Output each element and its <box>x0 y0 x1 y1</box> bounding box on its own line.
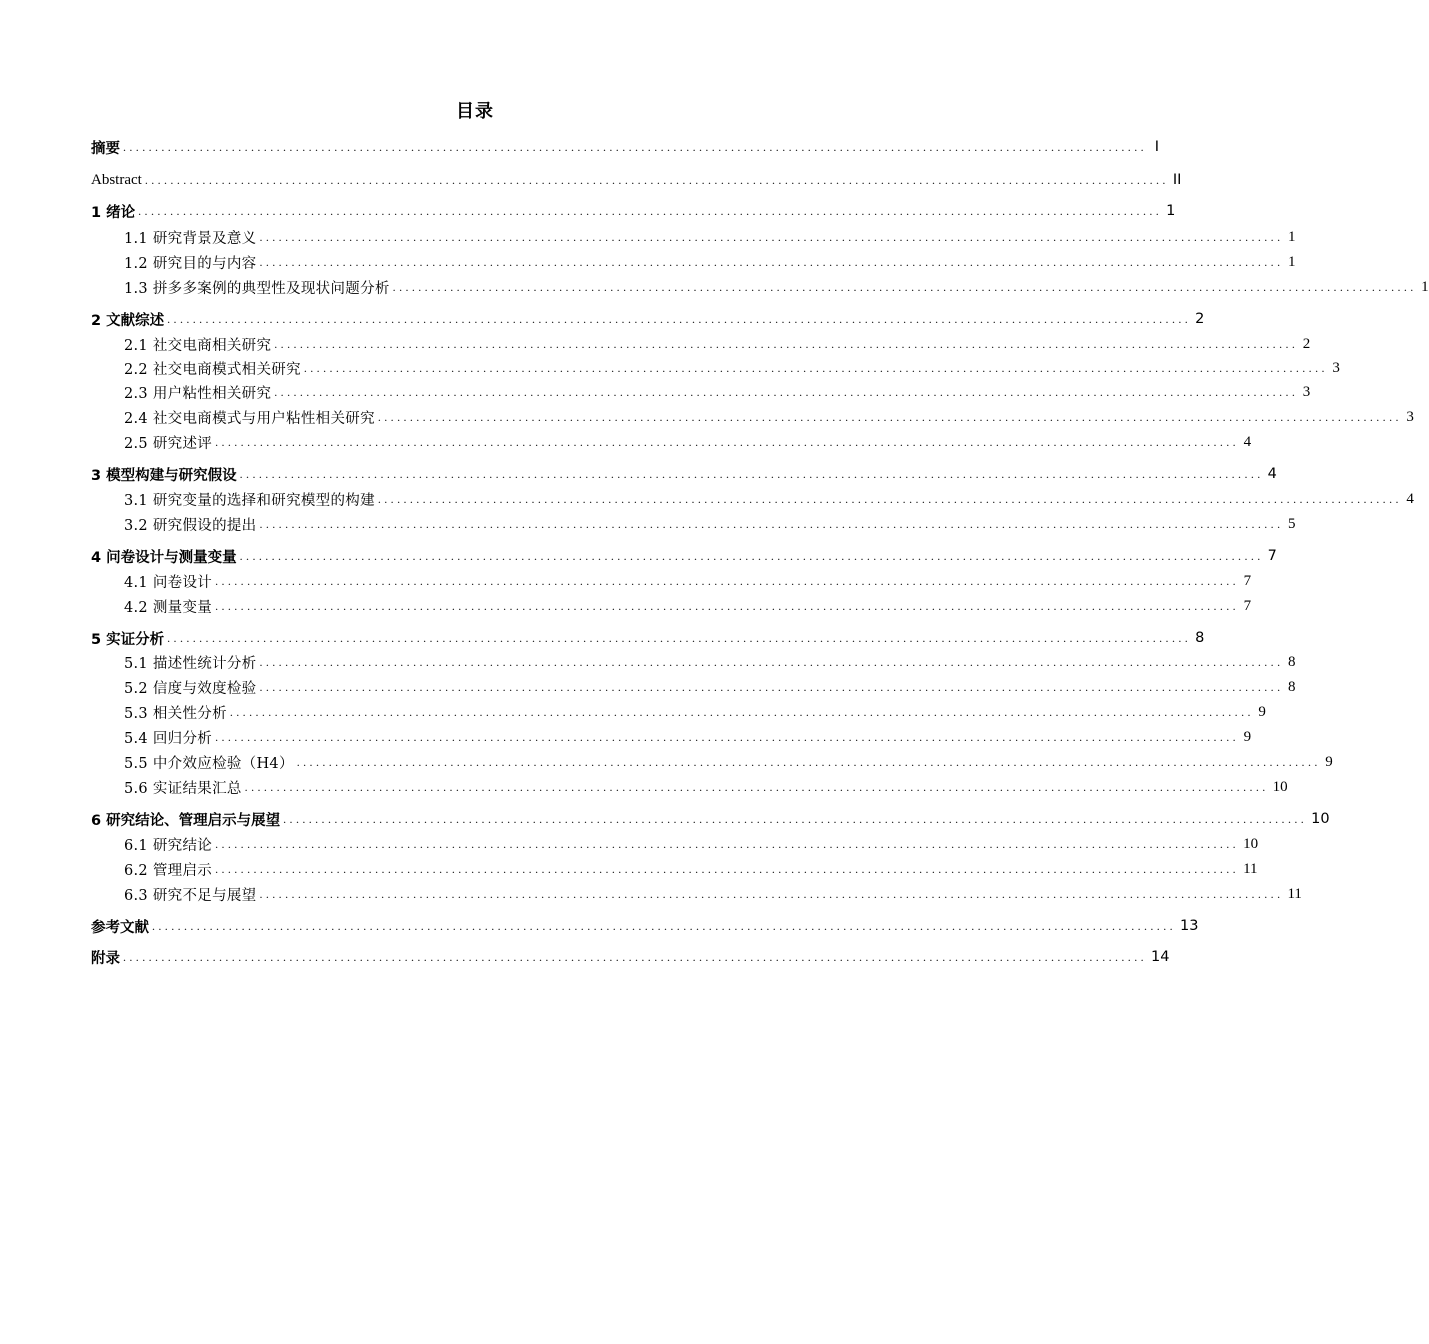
toc-entry-page: 4 <box>1243 433 1252 450</box>
toc-entry-label: 3.2 研究假设的提出 <box>124 517 257 534</box>
toc-entry-chapter-3[interactable] <box>91 463 1277 485</box>
toc-entry-page: 10 <box>1243 835 1259 852</box>
toc-entry-label: 6 研究结论、管理启示与展望 <box>91 812 281 829</box>
toc-entry-section-2-1[interactable] <box>124 333 1311 355</box>
toc-entry-page: 3 <box>1302 383 1311 400</box>
toc-entry-label: 5.2 信度与效度检验 <box>124 680 257 697</box>
toc-entry-page: 10 <box>1272 778 1288 795</box>
toc-entry-section-1-1[interactable] <box>124 226 1296 248</box>
dot-leader: ................................................................................................................................................................ <box>123 140 1147 154</box>
dot-leader: ................................................................................................................................................................ <box>377 492 1402 506</box>
toc-entry-section-3-1[interactable] <box>124 488 1414 510</box>
toc-entry-label: 1.3 拼多多案例的典型性及现状问题分析 <box>124 280 390 297</box>
dot-leader: ................................................................................................................................................................ <box>259 255 1284 269</box>
toc-entry-section-5-1[interactable] <box>124 651 1296 673</box>
toc-entry-label: 2.4 社交电商模式与用户粘性相关研究 <box>124 410 375 427</box>
dot-leader: ................................................................................................................................................................ <box>259 680 1284 694</box>
toc-entry-chapter-2[interactable] <box>91 308 1205 330</box>
toc-entry-section-3-2[interactable] <box>124 513 1296 535</box>
toc-entry-section-5-6[interactable] <box>124 776 1288 798</box>
dot-leader: ................................................................................................................................................................ <box>215 435 1240 449</box>
toc-entry-label: 5 实证分析 <box>91 631 165 648</box>
toc-entry-page: 8 <box>1287 678 1296 695</box>
toc-entry-label: 4.1 问卷设计 <box>124 574 213 591</box>
toc-entry-page: I <box>1154 139 1159 155</box>
toc-entry-label: 2.1 社交电商相关研究 <box>124 337 272 354</box>
dot-leader: ................................................................................................................................................................ <box>138 204 1163 218</box>
dot-leader: ................................................................................................................................................................ <box>152 919 1176 933</box>
toc-entry-label: 5.4 回归分析 <box>124 730 213 747</box>
toc-entry-chapter-6[interactable] <box>91 808 1330 830</box>
dot-leader: ................................................................................................................................................................ <box>377 410 1402 424</box>
toc-entry-label: 1.1 研究背景及意义 <box>124 230 257 247</box>
toc-entry-appendix[interactable] <box>91 946 1170 968</box>
dot-leader: ................................................................................................................................................................ <box>244 780 1269 794</box>
toc-entry-chapter-4[interactable] <box>91 545 1277 567</box>
toc-entry-page: 5 <box>1287 515 1296 532</box>
dot-leader: ................................................................................................................................................................ <box>259 230 1284 244</box>
toc-entry-label: 6.1 研究结论 <box>124 837 213 854</box>
toc-entry-page: 3 <box>1406 408 1414 425</box>
toc-entry-section-6-2[interactable] <box>124 858 1258 880</box>
toc-entry-page: 9 <box>1243 728 1252 745</box>
toc-entry-page: 14 <box>1151 949 1170 965</box>
toc-entry-section-5-5[interactable] <box>124 751 1333 773</box>
toc-entry-label: 5.6 实证结果汇总 <box>124 780 242 797</box>
toc-entry-label: 5.3 相关性分析 <box>124 705 227 722</box>
dot-leader: ................................................................................................................................................................ <box>215 730 1240 744</box>
toc-entry-page: 4 <box>1267 466 1277 482</box>
toc-entry-page: 10 <box>1311 811 1330 827</box>
toc-entry-section-1-2[interactable] <box>124 251 1296 273</box>
dot-leader: ................................................................................................................................................................ <box>274 337 1299 351</box>
toc-entry-page: 9 <box>1325 753 1333 770</box>
toc-entry-page: 4 <box>1406 490 1414 507</box>
dot-leader: ................................................................................................................................................................ <box>215 837 1240 851</box>
toc-entry-section-5-2[interactable] <box>124 676 1296 698</box>
toc-entry-page: 8 <box>1195 630 1205 646</box>
toc-entry-label: 6.3 研究不足与展望 <box>124 887 257 904</box>
toc-entry-page: II <box>1172 172 1182 188</box>
toc-entry-page: 1 <box>1421 278 1429 295</box>
dot-leader: ................................................................................................................................................................ <box>296 755 1321 769</box>
toc-entry-label: 4 问卷设计与测量变量 <box>91 549 237 566</box>
toc-entry-chapter-1[interactable] <box>91 200 1176 222</box>
toc-entry-section-2-3[interactable] <box>124 381 1311 403</box>
toc-entry-label: 3 模型构建与研究假设 <box>91 467 237 484</box>
dot-leader: ................................................................................................................................................................ <box>259 655 1284 669</box>
toc-entry-page: 1 <box>1287 228 1296 245</box>
toc-entry-section-5-4[interactable] <box>124 726 1252 748</box>
toc-entry-page: 11 <box>1287 885 1302 902</box>
toc-entry-label: 2 文献综述 <box>91 312 165 329</box>
toc-entry-page: 1 <box>1287 253 1296 270</box>
toc-entry-section-5-3[interactable] <box>124 701 1266 723</box>
toc-entry-section-2-4[interactable] <box>124 406 1414 428</box>
toc-entry-label: 3.1 研究变量的选择和研究模型的构建 <box>124 492 375 509</box>
toc-entry-label: 附录 <box>91 950 120 967</box>
toc-entry-references[interactable] <box>91 915 1199 937</box>
toc-entry-page: 2 <box>1195 311 1205 327</box>
dot-leader: ................................................................................................................................................................ <box>259 517 1284 531</box>
toc-entry-section-4-1[interactable] <box>124 570 1252 592</box>
toc-entry-label: 2.2 社交电商模式相关研究 <box>124 361 301 378</box>
toc-entry-page: 13 <box>1180 918 1199 934</box>
dot-leader: ................................................................................................................................................................ <box>303 361 1328 375</box>
dot-leader: ................................................................................................................................................................ <box>215 599 1240 613</box>
toc-entry-section-1-3[interactable] <box>124 276 1429 298</box>
toc-entry-label: Abstract <box>91 171 142 188</box>
toc-entry-label: 1.2 研究目的与内容 <box>124 255 257 272</box>
toc-entry-label: 1 绪论 <box>91 204 136 221</box>
toc-entry-section-4-2[interactable] <box>124 595 1252 617</box>
dot-leader: ................................................................................................................................................................ <box>239 549 1264 563</box>
toc-entry-label: 4.2 测量变量 <box>124 599 213 616</box>
dot-leader: ................................................................................................................................................................ <box>215 862 1240 876</box>
toc-entry-page: 7 <box>1267 548 1277 564</box>
dot-leader: ................................................................................................................................................................ <box>259 887 1284 901</box>
toc-entry-page: 1 <box>1166 203 1176 219</box>
toc-entry-label: 参考文献 <box>91 919 149 936</box>
dot-leader: ................................................................................................................................................................ <box>239 467 1264 481</box>
toc-entry-chapter-5[interactable] <box>91 627 1205 649</box>
dot-leader: ................................................................................................................................................................ <box>283 812 1308 826</box>
dot-leader: ................................................................................................................................................................ <box>167 312 1192 326</box>
toc-entry-page: 7 <box>1243 572 1252 589</box>
dot-leader: ................................................................................................................................................................ <box>274 385 1299 399</box>
dot-leader: ................................................................................................................................................................ <box>229 705 1254 719</box>
toc-entry-abstract-cn[interactable] <box>91 136 1159 158</box>
toc-entry-page: 11 <box>1243 860 1258 877</box>
page-title: 目录 <box>456 101 494 122</box>
toc-entry-label: 2.5 研究述评 <box>124 435 213 452</box>
toc-entry-abstract-en[interactable] <box>91 169 1182 191</box>
dot-leader: ................................................................................................................................................................ <box>123 950 1147 964</box>
dot-leader: ................................................................................................................................................................ <box>392 280 1417 294</box>
toc-entry-section-2-5[interactable] <box>124 431 1252 453</box>
dot-leader: ................................................................................................................................................................ <box>215 574 1240 588</box>
toc-entry-page: 9 <box>1258 703 1266 720</box>
toc-entry-page: 3 <box>1332 359 1340 376</box>
toc-entry-label: 2.3 用户粘性相关研究 <box>124 385 272 402</box>
toc-entry-label: 5.1 描述性统计分析 <box>124 655 257 672</box>
toc-entry-section-6-1[interactable] <box>124 833 1259 855</box>
toc-entry-label: 6.2 管理启示 <box>124 862 213 879</box>
toc-entry-page: 2 <box>1302 335 1311 352</box>
toc-entry-section-2-2[interactable] <box>124 357 1340 379</box>
toc-entry-page: 8 <box>1287 653 1296 670</box>
dot-leader: ................................................................................................................................................................ <box>167 631 1192 645</box>
dot-leader: ................................................................................................................................................................ <box>144 173 1169 187</box>
toc-entry-label: 5.5 中介效应检验（H4） <box>124 755 294 772</box>
toc-entry-label: 摘要 <box>91 140 120 157</box>
toc-entry-page: 7 <box>1243 597 1252 614</box>
toc-entry-section-6-3[interactable] <box>124 883 1302 905</box>
